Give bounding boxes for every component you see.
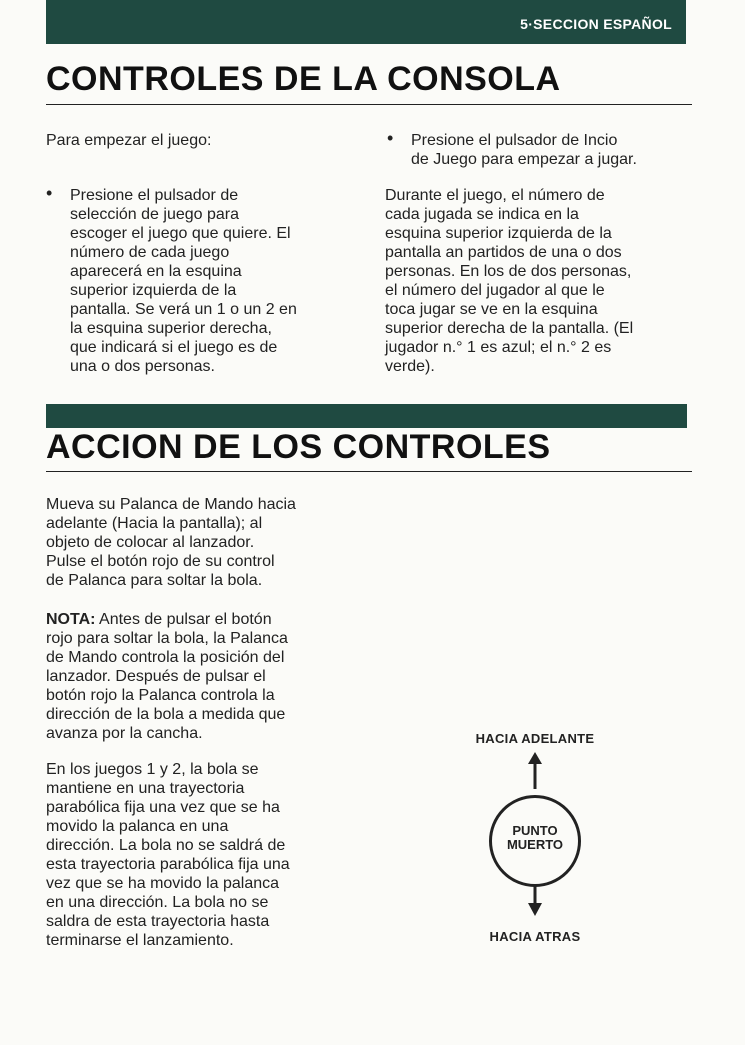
backward-label: HACIA ATRAS: [489, 929, 581, 944]
dead-center-line2: MUERTO: [506, 837, 564, 852]
trajectory-paragraph: En los juegos 1 y 2, la bola se mantiene en una trayectoria parabólica fija una vez que se ha movido la palanca en una dirección. La bola no se saldrá de esta trayectoria parabólica fija una vez que se ha movido la palanca en una dirección. La bola no se saldra de esta trayectoria hasta terminarse el lanzamiento.: [46, 761, 290, 949]
forward-label: HACIA ADELANTE: [475, 731, 595, 746]
dead-center-line1: PUNTO: [512, 823, 558, 838]
up-arrow-icon: [527, 752, 543, 790]
nota-label: NOTA:: [46, 611, 96, 628]
section-header-bar: [46, 0, 686, 44]
bullet-dot: •: [46, 183, 53, 203]
nota-paragraph: NOTA: Antes de pulsar el botón rojo para soltar la bola, la Palanca de Mando controla la posición del lanzador. Después de pulsar el botón rojo la Palanca controla la dirección de la bola a medida que avanza por la cancha.: [46, 611, 288, 742]
dead-center-circle: [489, 795, 581, 887]
intro-text: Para empezar el juego:: [46, 132, 212, 149]
section-title-acciones: ACCION DE LOS CONTROLES: [46, 428, 551, 466]
title-underline: [46, 471, 692, 472]
section-label: 5·SECCION ESPAÑOL: [520, 16, 672, 32]
section-divider-band: [46, 404, 687, 428]
section-title-consola: CONTROLES DE LA CONSOLA: [46, 60, 561, 98]
joystick-paragraph: Mueva su Palanca de Mando hacia adelante (Hacia la pantalla); al objeto de colocar al lanzador. Pulse el botón rojo de su control de Palanca para soltar la bola.: [46, 496, 296, 589]
bullet-dot: •: [387, 128, 394, 148]
bullet-select-game: Presione el pulsador de selección de juego para escoger el juego que quiere. El número de cada juego aparecerá en la esquina superior izquierda de la pantalla. Se verá un 1 o un 2 en la esquina superior derecha, que indicará si el juego es de una o dos personas.: [70, 187, 297, 375]
down-arrow-icon: [527, 884, 543, 916]
title-underline: [46, 104, 692, 105]
during-game-paragraph: Durante el juego, el número de cada jugada se indica en la esquina superior izquierda de la pantalla an partidos de una o dos personas. En los de dos personas, el número del jugador al que le toca jugar se ve en la esquina superior derecha de la pantalla. (El jugador n.° 1 es azul; el n.° 2 es verde).: [385, 187, 634, 375]
bullet-start-game: Presione el pulsador de Incio de Juego para empezar a jugar.: [411, 132, 637, 168]
